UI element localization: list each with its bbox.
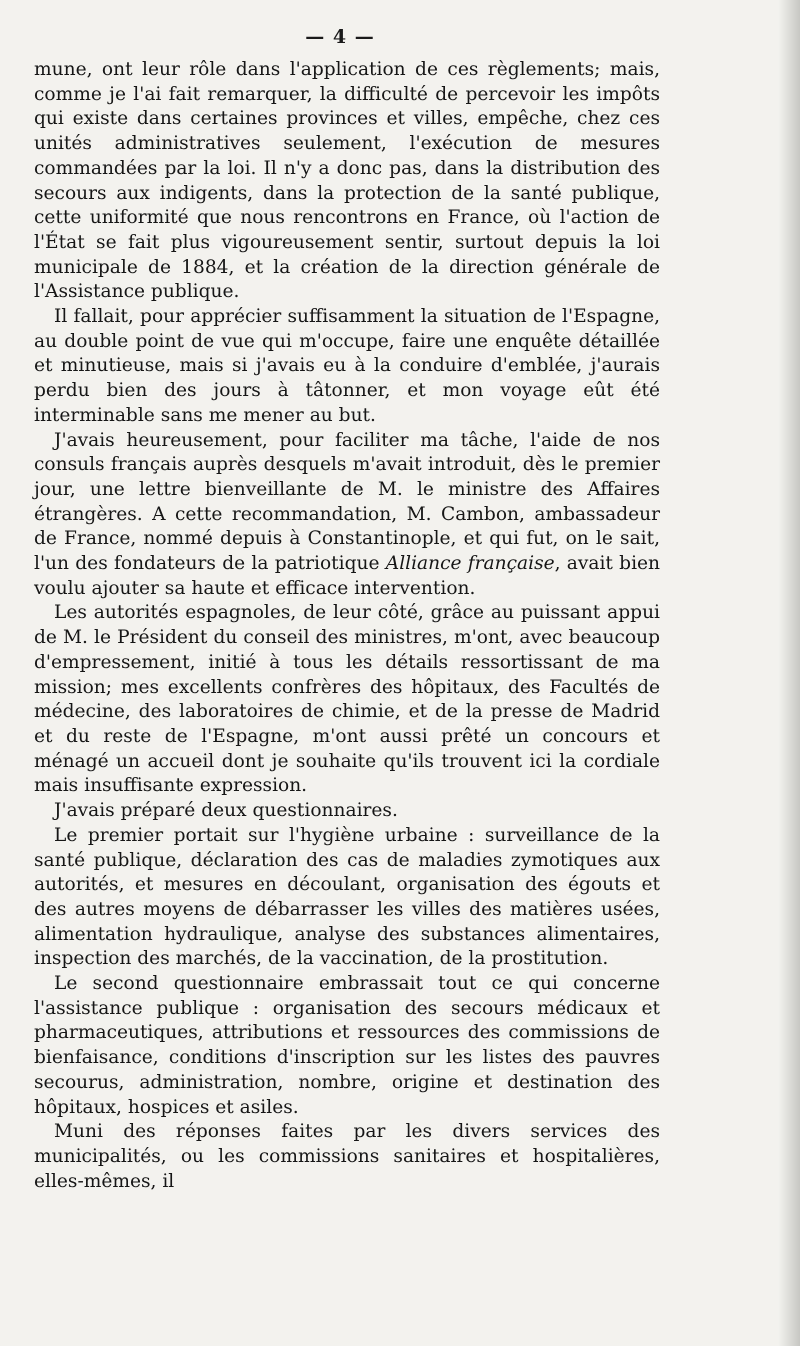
paragraph-1: mune, ont leur rôle dans l'application de ces règlements; mais, comme je l'ai fait remarquer, la difficulté de percevoir les impôts qui existe dans certaines provinces et villes, empêche, chez ces unités administratives seulement, l'exécution de mesures commandées par la loi. Il n'y a donc pas, dans la distribution des secours aux indigents, dans la protection de la santé publique, cette uniformité que nous rencontrons en France, où l'action de l'État se fait plus vigoureusement sentir, surtout depuis la loi municipale de 1884, et la création de la direction générale de l'Assistance publique. <box>34 59 660 303</box>
paragraph-4: Les autorités espagnoles, de leur côté, grâce au puissant appui de M. le Président du conseil des ministres, m'ont, avec beaucoup d'empressement, initié à tous les détails ressortissant de ma mission; mes excellents confrères des hôpitaux, des Facultés de médecine, des laboratoires de chimie, et de la presse de Madrid et du reste de l'Espagne, m'ont aussi prêté un concours et ménagé un accueil dont je souhaite qu'ils trouvent ici la cordiale mais insuffisante expression. <box>34 602 660 797</box>
paragraph-7: Le second questionnaire embrassait tout ce qui concerne l'assistance publique : organisation des secours médicaux et pharmaceutiques, attributions et ressources des commissions de bienfaisance, conditions d'inscription sur les listes des pauvres secourus, administration, nombre, origine et destination des hôpitaux, hospices et asiles. <box>34 973 660 1118</box>
paragraph-3-text: J'avais heureusement, pour faciliter ma tâche, l'aide de nos consuls français auprès desquels m'avait introduit, dès le premier jour, une lettre bienveillante de M. le ministre des Affaires étrangères. A cette recommandation, M. Cambon, ambassadeur de France, nommé depuis à Constantinople, et qui fut, on le sait, l'un des fondateurs de la patriotique <box>34 429 660 575</box>
body-text <box>34 58 660 1194</box>
page-number: — 4 — <box>305 26 375 48</box>
paragraph-5: J'avais préparé deux questionnaires. <box>54 800 398 822</box>
paragraph-2: Il fallait, pour apprécier suffisamment la situation de l'Espagne, au double point de vue qui m'occupe, faire une enquête détaillée et minutieuse, mais si j'avais eu à la conduire d'emblée, j'aurais perdu bien des jours à tâtonner, et mon voyage eût été interminable sans me mener au but. <box>34 306 660 426</box>
alliance-francaise-italic: Alliance française <box>385 553 555 575</box>
paragraph-3-text-end: , avait bien voulu ajouter sa haute et efficace intervention. <box>34 553 660 599</box>
page-edge-shadow <box>778 0 800 1346</box>
paragraph-8: Muni des réponses faites par les divers services des municipalités, ou les commissions sanitaires et hospitalières, elles-mêmes, il <box>34 1121 660 1192</box>
paragraph-6: Le premier portait sur l'hygiène urbaine : surveillance de la santé publique, déclaration des cas de maladies zymotiques aux autorités, et mesures en découlant, organisation des égouts et des autres moyens de débarrasser les villes des matières usées, alimentation hydraulique, analyse des substances alimentaires, inspection des marchés, de la vaccination, de la prostitution. <box>34 824 660 970</box>
paragraph-3 <box>34 429 660 602</box>
